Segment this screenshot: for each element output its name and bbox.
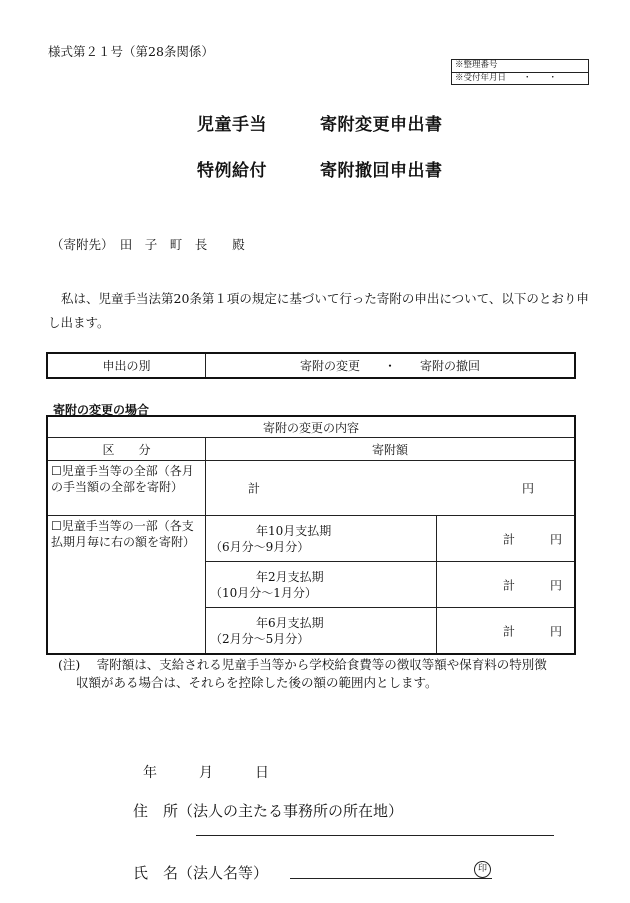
- period-february: [206, 562, 437, 608]
- request-type-table: [46, 352, 576, 379]
- addressee: （寄附先） 田 子 町 長 殿: [51, 237, 245, 252]
- reference-number-field[interactable]: ※整理番号: [455, 60, 498, 70]
- date-field[interactable]: 年 月 日: [143, 765, 269, 781]
- note-line-1: (注) 寄附額は、支給される児童手当等から学校給食費等の徴収等額や保育料の特別徴: [58, 657, 547, 672]
- amount-february-field[interactable]: [437, 562, 576, 608]
- category-header: 区 分: [47, 438, 206, 461]
- amount-october-field[interactable]: [437, 516, 576, 562]
- period-june: [206, 608, 437, 655]
- name-input-line[interactable]: [290, 878, 492, 879]
- note: [58, 656, 598, 692]
- yen-unit: 円: [521, 481, 534, 496]
- receipt-date-field[interactable]: ※受付年月日 ・ ・: [452, 72, 588, 85]
- total-label: 計: [503, 624, 516, 638]
- amount-header: 寄附額: [206, 438, 576, 461]
- form-number: 様式第２１号（第28条関係）: [48, 44, 214, 59]
- category-all[interactable]: ☐児童手当等の全部（各月の手当額の全部を寄附）: [47, 461, 206, 516]
- period-name: 年6月支払期: [256, 615, 324, 630]
- total-label: 計: [248, 481, 261, 496]
- change-detail-table: [46, 415, 576, 655]
- yen-unit: 円: [549, 624, 562, 638]
- address-input-line[interactable]: [196, 835, 554, 836]
- declaration-text: 私は、児童手当法第20条第１項の規定に基づいて行った寄附の申出について、以下のとおり申し出ます。: [48, 291, 589, 330]
- title-special-benefit: 特例給付: [197, 161, 267, 181]
- period-name: 年10月支払期: [256, 523, 332, 538]
- yen-unit: 円: [549, 578, 562, 592]
- request-type-label: 申出の別: [47, 353, 206, 378]
- office-use-box: [451, 59, 589, 85]
- amount-all-field[interactable]: [206, 461, 576, 516]
- period-october: [206, 516, 437, 562]
- note-line-2: 収額がある場合は、それらを控除した後の額の範囲内とします。: [76, 675, 438, 690]
- title-child-allowance: 児童手当: [197, 115, 267, 135]
- period-range: （2月分～5月分）: [210, 631, 310, 646]
- title-withdrawal-request: 寄附撤回申出書: [320, 161, 443, 181]
- name-label: 氏 名（法人名等）: [133, 864, 269, 882]
- total-label: 計: [503, 532, 516, 546]
- total-label: 計: [503, 578, 516, 592]
- address-label: 住 所（法人の主たる事務所の所在地）: [133, 802, 404, 820]
- seal-icon: 印: [474, 861, 491, 878]
- period-range: （6月分～9月分）: [210, 539, 310, 554]
- request-type-options[interactable]: 寄附の変更 ・ 寄附の撤回: [206, 353, 576, 378]
- title-change-request: 寄附変更申出書: [320, 115, 443, 135]
- amount-june-field[interactable]: [437, 608, 576, 655]
- change-table-title: 寄附の変更の内容: [47, 416, 575, 438]
- period-name: 年2月支払期: [256, 569, 324, 584]
- yen-unit: 円: [549, 532, 562, 546]
- period-range: （10月分～1月分）: [210, 585, 317, 600]
- change-case-label: 寄附の変更の場合: [53, 403, 150, 417]
- category-partial[interactable]: ☐児童手当等の一部（各支払期月毎に右の額を寄附）: [47, 516, 206, 655]
